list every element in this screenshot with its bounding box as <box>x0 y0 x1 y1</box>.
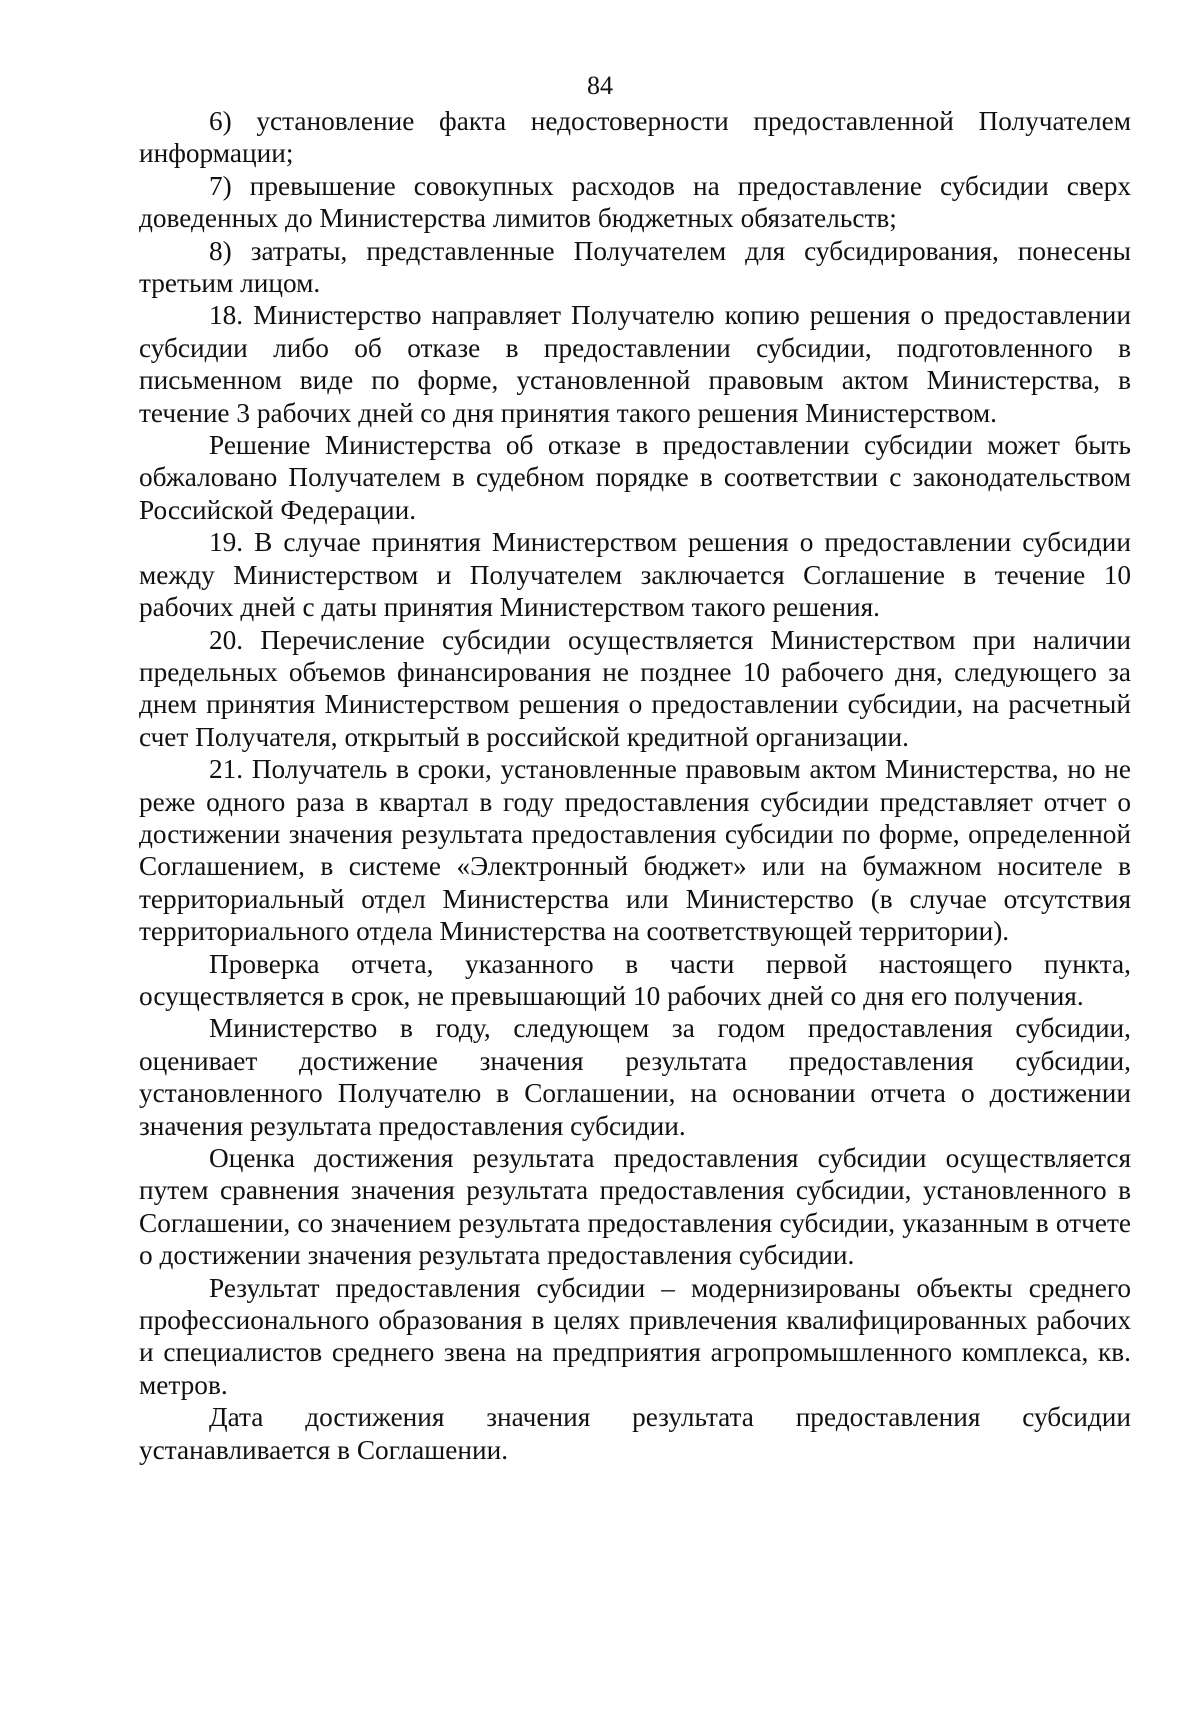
paragraph-item-8: 8) затраты, представленные Получателем для субсидирования, понесены третьим лицом. <box>139 235 1131 299</box>
paragraph-result-date: Дата достижения значения результата предоставления субсидии устанавливается в Соглашении. <box>139 1402 1131 1465</box>
paragraph-result: Результат предоставления субсидии – модернизированы объекты среднего профессионального образования в целях привлечения квалифицированных рабочих и специалистов среднего звена на предприятия агропромышленного комплекса, кв. метров. <box>139 1272 1131 1400</box>
paragraph-clause-21: 21. Получатель в сроки, установленные правовым актом Министерства, но не реже одного раза в квартал в году предоставления субсидии представляет отчет о достижении значения результата предоставления субсидии по форме, определенной Соглашением, в системе «Электронный бюджет» или на бумажном носителе в территориальный отдел Министерства или Министерство (в случае отсутствия территориального отдела Министерства на соответствующей территории). <box>139 754 1131 947</box>
paragraph-evaluation: Министерство в году, следующем за годом предоставления субсидии, оценивает достижение значения результата предоставления субсидии, установленного Получателю в Соглашении, на основании отчета о достижении значения результата предоставления субсидии. <box>139 1013 1131 1141</box>
paragraph-assessment-method: Оценка достижения результата предоставления субсидии осуществляется путем сравнения значения результата предоставления субсидии, установленного в Соглашении, со значением результата предоставления субсидии, указанным в отчете о достижении значения результата предоставления субсидии. <box>139 1143 1131 1271</box>
paragraph-clause-20: 20. Перечисление субсидии осуществляется Министерством при наличии предельных объемов финансирования не позднее 10 рабочего дня, следующего за днем принятия Министерством решения о предоставлении субсидии, на расчетный счет Получателя, открытый в российской кредитной организации. <box>139 624 1131 752</box>
paragraph-item-6: 6) установление факта недостоверности предоставленной Получателем информации; <box>139 106 1131 169</box>
paragraph-clause-18: 18. Министерство направляет Получателю копию решения о предоставлении субсидии либо об отказе в предоставлении субсидии, подготовленного в письменном виде по форме, установленной правовым актом Министерства, в течение 3 рабочих дней со дня принятия такого решения Министерством. <box>139 300 1131 428</box>
page-number: 84 <box>587 71 613 100</box>
paragraph-item-7: 7) превышение совокупных расходов на предоставление субсидии сверх доведенных до Министерства лимитов бюджетных обязательств; <box>139 170 1131 234</box>
paragraph-clause-19: 19. В случае принятия Министерством решения о предоставлении субсидии между Министерством и Получателем заключается Соглашение в течение 10 рабочих дней с даты принятия Министерством такого решения. <box>139 527 1131 623</box>
document-body <box>139 105 1131 1466</box>
paragraph-report-check: Проверка отчета, указанного в части первой настоящего пункта, осуществляется в срок, не превышающий 10 рабочих дней со дня его получения. <box>139 948 1131 1011</box>
paragraph-appeal: Решение Министерства об отказе в предоставлении субсидии может быть обжаловано Получателем в судебном порядке в соответствии с законодательством Российской Федерации. <box>139 430 1131 525</box>
